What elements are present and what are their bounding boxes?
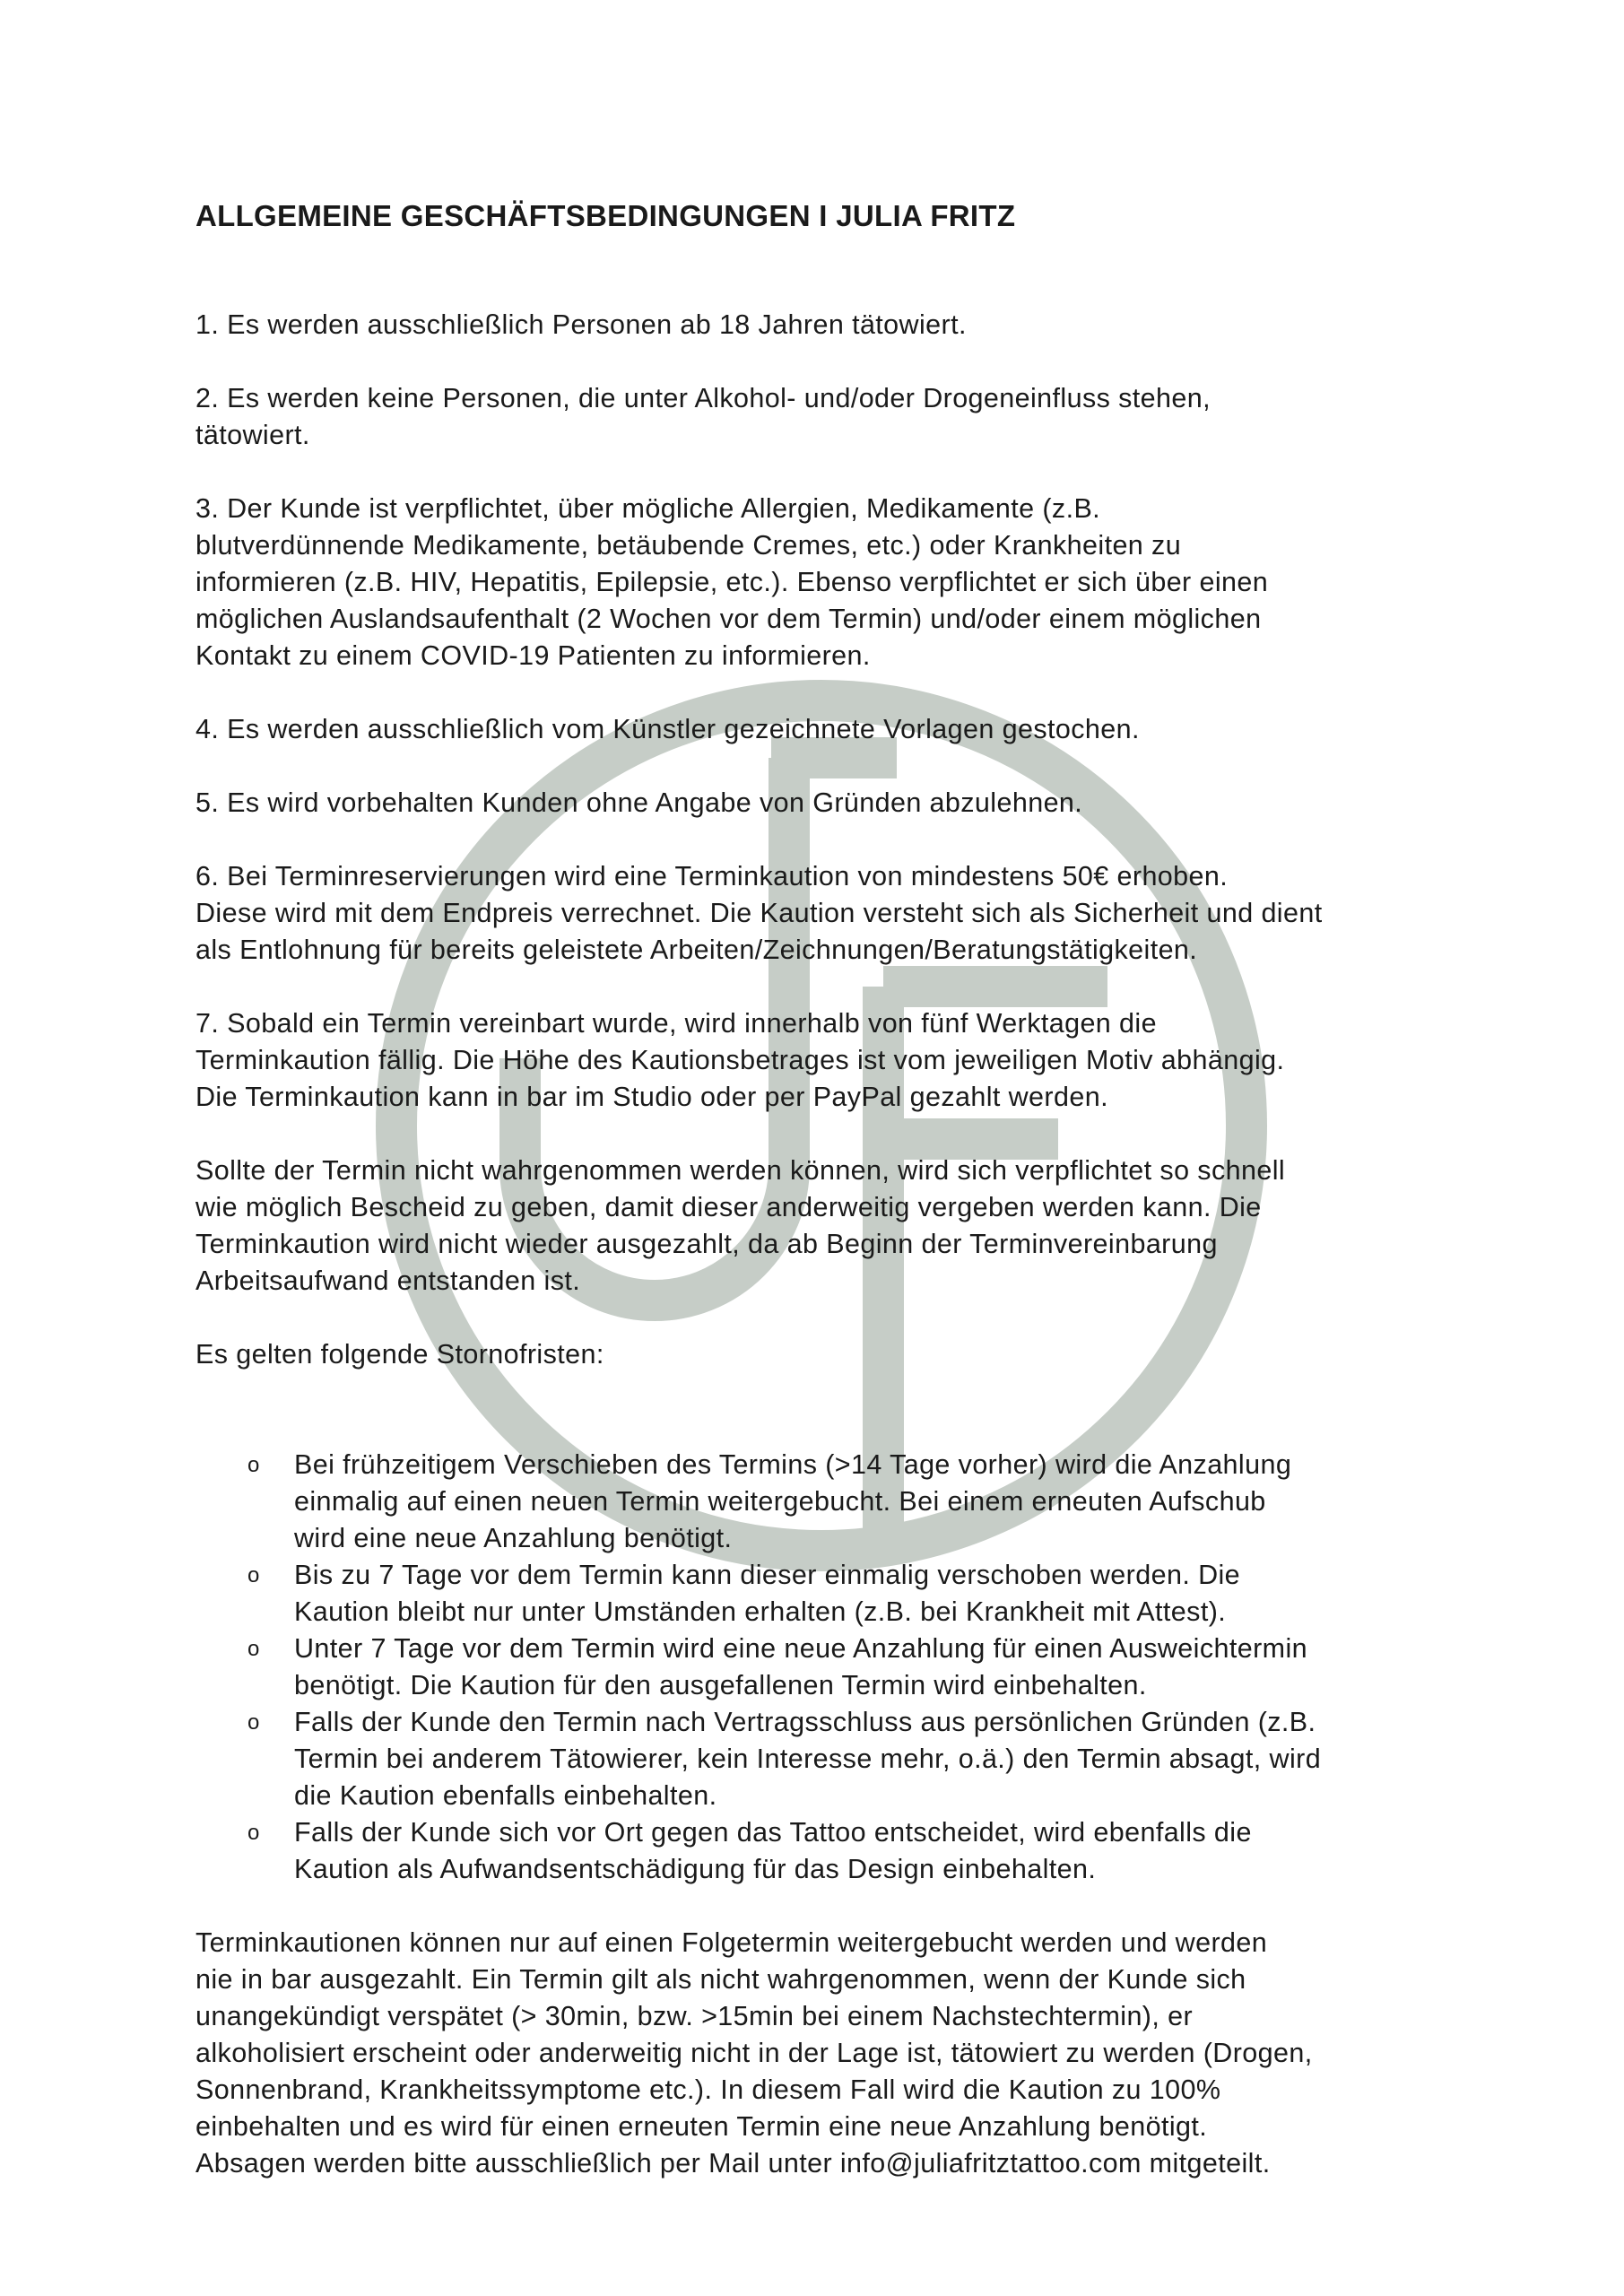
text-line: Terminkautionen können nur auf einen Folgetermin weitergebucht werden und werden [195, 1927, 1268, 1958]
terms-paragraph [195, 1152, 1451, 1300]
text-line: nie in bar ausgezahlt. Ein Termin gilt als nicht wahrgenommen, wenn der Kunde sich [195, 1964, 1246, 1995]
text-line: Termin bei anderem Tätowierer, kein Interesse mehr, o.ä.) den Termin absagt, wird [294, 1744, 1322, 1774]
terms-body [195, 307, 1451, 2182]
cancellation-item [195, 1557, 1451, 1631]
text-line: Falls der Kunde sich vor Ort gegen das Tattoo entscheidet, wird ebenfalls die [294, 1817, 1252, 1848]
closing-paragraph [195, 1925, 1451, 2182]
terms-clause [195, 785, 1451, 822]
text-line: unangekündigt verspätet (> 30min, bzw. >15min bei einem Nachstechtermin), er [195, 2001, 1194, 2031]
text-line: Diese wird mit dem Endpreis verrechnet. Die Kaution versteht sich als Sicherheit und dient [195, 898, 1323, 928]
terms-clause [195, 711, 1451, 748]
text-line: Bei frühzeitigem Verschieben des Termins (>14 Tage vorher) wird die Anzahlung [294, 1449, 1292, 1480]
text-line: benötigt. Die Kaution für den ausgefallenen Termin wird einbehalten. [294, 1670, 1147, 1700]
text-line: Absagen werden bitte ausschließlich per Mail unter info@juliafritztattoo.com mitgeteilt. [195, 2148, 1271, 2179]
text-line: Arbeitsaufwand entstanden ist. [195, 1265, 581, 1296]
text-line: Bis zu 7 Tage vor dem Termin kann dieser einmalig verschoben werden. Die [294, 1560, 1241, 1590]
text-line: einmalig auf einen neuen Termin weitergebucht. Bei einem erneuten Aufschub [294, 1486, 1266, 1517]
text-line: 6. Bei Terminreservierungen wird eine Terminkaution von mindestens 50€ erhoben. [195, 861, 1229, 891]
cancellation-item [195, 1814, 1451, 1888]
text-line: 4. Es werden ausschließlich vom Künstler gezeichnete Vorlagen gestochen. [195, 714, 1140, 744]
text-line: Die Terminkaution kann in bar im Studio oder per PayPal gezahlt werden. [195, 1082, 1108, 1112]
text-line: Kontakt zu einem COVID-19 Patienten zu informieren. [195, 640, 871, 671]
terms-paragraph [195, 1336, 1451, 1373]
cancellation-item [195, 1704, 1451, 1814]
text-line: Falls der Kunde den Termin nach Vertragsschluss aus persönlichen Gründen (z.B. [294, 1707, 1316, 1737]
text-line: 1. Es werden ausschließlich Personen ab 18 Jahren tätowiert. [195, 309, 967, 340]
text-line: tätowiert. [195, 420, 310, 450]
bullet-icon: o [248, 1453, 260, 1477]
text-line: Sollte der Termin nicht wahrgenommen werden können, wird sich verpflichtet so schnell [195, 1155, 1286, 1186]
text-line: die Kaution ebenfalls einbehalten. [294, 1780, 717, 1811]
terms-clause [195, 858, 1451, 969]
bullet-icon: o [248, 1637, 260, 1661]
cancellation-item [195, 1447, 1451, 1557]
page-title: ALLGEMEINE GESCHÄFTSBEDINGUNGEN I JULIA FRITZ [195, 199, 1016, 232]
text-line: einbehalten und es wird für einen erneuten Termin eine neue Anzahlung benötigt. [195, 2111, 1208, 2142]
text-line: wie möglich Bescheid zu geben, damit dieser anderweitig vergeben werden kann. Die [195, 1192, 1262, 1222]
text-line: Terminkaution fällig. Die Höhe des Kautionsbetrages ist vom jeweiligen Motiv abhängig. [195, 1045, 1285, 1075]
text-line: alkoholisiert erscheint oder anderweitig nicht in der Lage ist, tätowiert zu werden (Drogen, [195, 2038, 1313, 2068]
text-line: als Entlohnung für bereits geleistete Arbeiten/Zeichnungen/Beratungstätigkeiten. [195, 935, 1198, 965]
text-line: wird eine neue Anzahlung benötigt. [294, 1523, 733, 1553]
terms-clause [195, 491, 1451, 674]
text-line: blutverdünnende Medikamente, betäubende Cremes, etc.) oder Krankheiten zu [195, 530, 1182, 561]
bullet-icon: o [248, 1563, 260, 1587]
cancellation-list [195, 1447, 1451, 1888]
text-line: informieren (z.B. HIV, Hepatitis, Epilepsie, etc.). Ebenso verpflichtet er sich über einen [195, 567, 1269, 597]
text-line: möglichen Auslandsaufenthalt (2 Wochen vor dem Termin) und/oder einem möglichen [195, 604, 1262, 634]
terms-document [195, 196, 1451, 2219]
text-line: Kaution bleibt nur unter Umständen erhalten (z.B. bei Krankheit mit Attest). [294, 1596, 1227, 1627]
text-line: Terminkaution wird nicht wieder ausgezahlt, da ab Beginn der Terminvereinbarung [195, 1229, 1218, 1259]
text-line: 2. Es werden keine Personen, die unter Alkohol- und/oder Drogeneinfluss stehen, [195, 383, 1211, 413]
text-line: Es gelten folgende Stornofristen: [195, 1339, 604, 1370]
text-line: 3. Der Kunde ist verpflichtet, über mögliche Allergien, Medikamente (z.B. [195, 493, 1101, 524]
terms-clause [195, 1005, 1451, 1116]
bullet-icon: o [248, 1710, 260, 1735]
text-line: Sonnenbrand, Krankheitssymptome etc.). In diesem Fall wird die Kaution zu 100% [195, 2074, 1221, 2105]
text-line: Kaution als Aufwandsentschädigung für das Design einbehalten. [294, 1854, 1097, 1884]
text-line: Unter 7 Tage vor dem Termin wird eine neue Anzahlung für einen Ausweichtermin [294, 1633, 1307, 1664]
cancellation-item [195, 1631, 1451, 1704]
terms-clause [195, 307, 1451, 344]
text-line: 5. Es wird vorbehalten Kunden ohne Angabe von Gründen abzulehnen. [195, 787, 1083, 818]
bullet-icon: o [248, 1821, 260, 1845]
terms-clause [195, 380, 1451, 454]
text-line: 7. Sobald ein Termin vereinbart wurde, wird innerhalb von fünf Werktagen die [195, 1008, 1157, 1039]
